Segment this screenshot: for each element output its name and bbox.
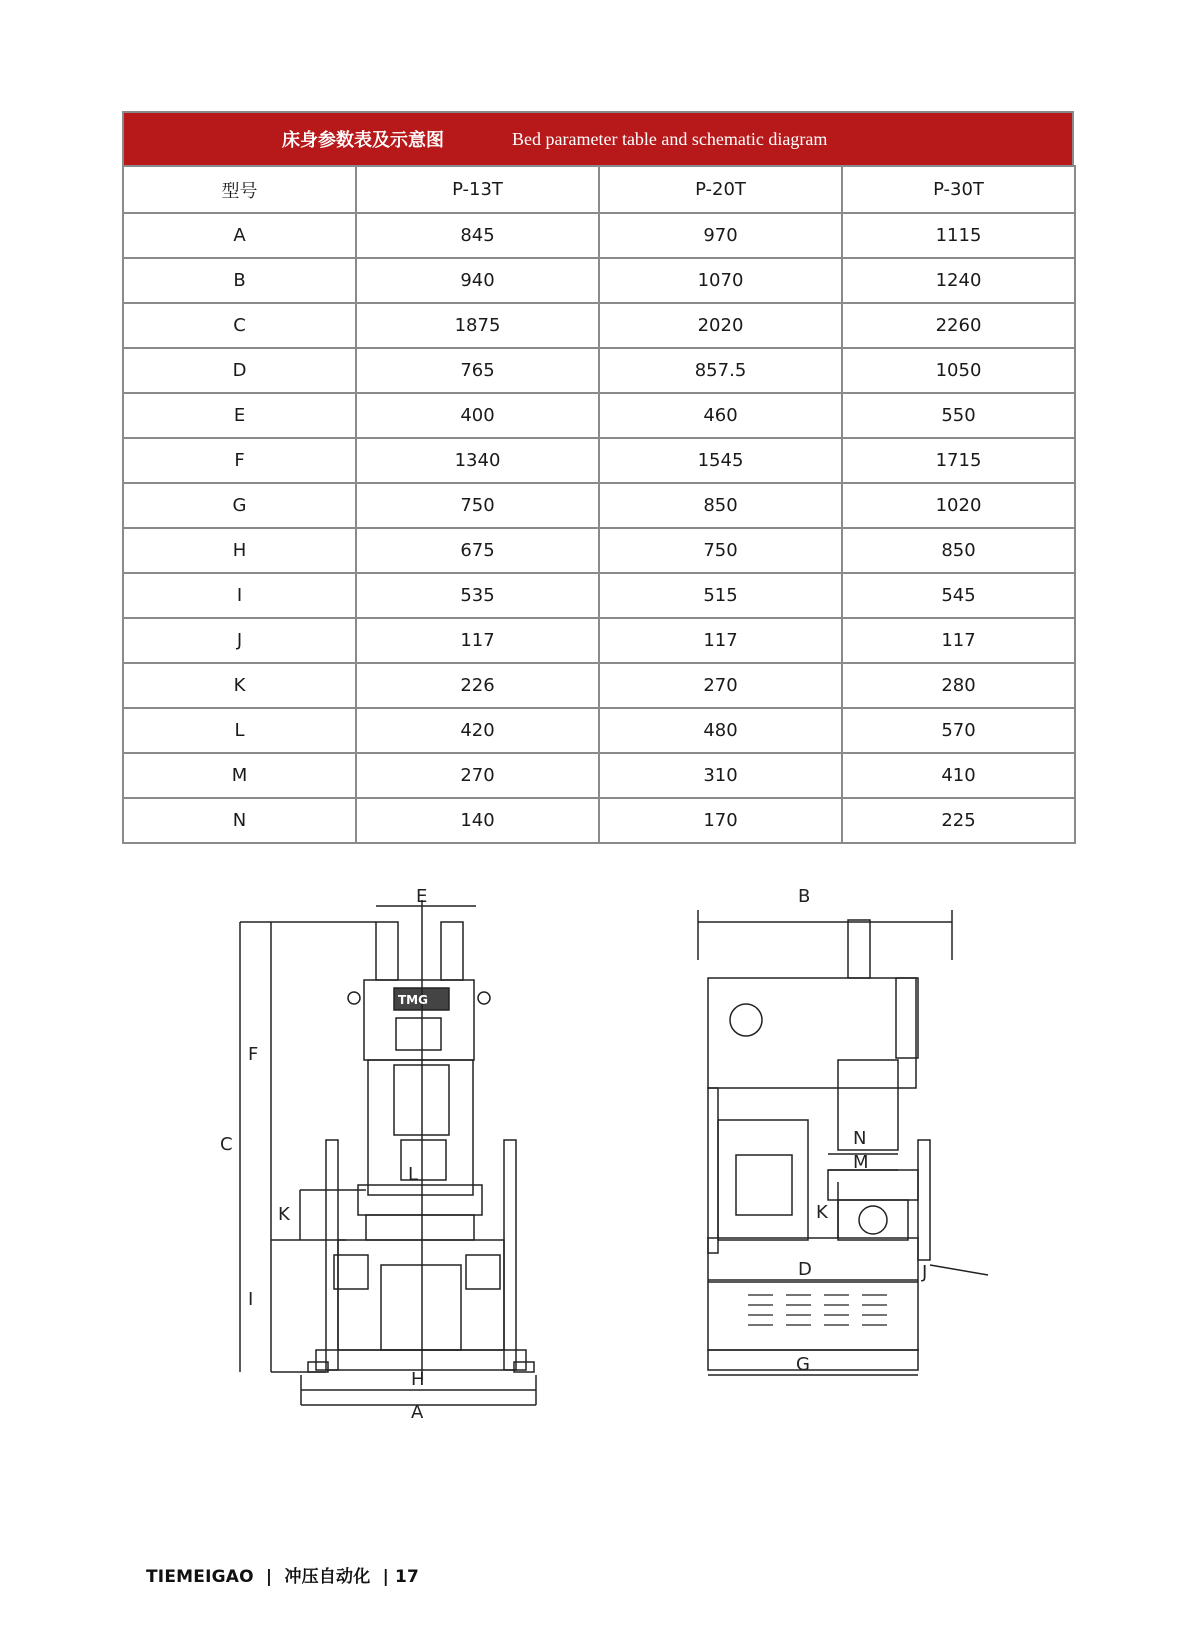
- table-title-bar: [122, 111, 1074, 165]
- table-row: [123, 438, 1075, 483]
- value-cell: 1340: [356, 438, 599, 483]
- footer-separator: |: [265, 1567, 273, 1587]
- value-cell: 857.5: [599, 348, 842, 393]
- parameter-table: [122, 111, 1074, 844]
- value-cell: 765: [356, 348, 599, 393]
- header-cell-p13t: P-13T: [356, 166, 599, 213]
- value-cell: 225: [842, 798, 1075, 843]
- table-row: [123, 393, 1075, 438]
- value-cell: 570: [842, 708, 1075, 753]
- row-label-cell: L: [123, 708, 356, 753]
- value-cell: 420: [356, 708, 599, 753]
- value-cell: 750: [356, 483, 599, 528]
- value-cell: 1715: [842, 438, 1075, 483]
- value-cell: 850: [842, 528, 1075, 573]
- value-cell: 226: [356, 663, 599, 708]
- value-cell: 1115: [842, 213, 1075, 258]
- value-cell: 1875: [356, 303, 599, 348]
- row-label-cell: E: [123, 393, 356, 438]
- header-cell-p20t: P-20T: [599, 166, 842, 213]
- dim-label-f: F: [248, 1044, 259, 1065]
- row-label-cell: D: [123, 348, 356, 393]
- dim-label-c: C: [220, 1134, 233, 1155]
- value-cell: 1050: [842, 348, 1075, 393]
- value-cell: 117: [842, 618, 1075, 663]
- row-label-cell: C: [123, 303, 356, 348]
- value-cell: 850: [599, 483, 842, 528]
- dim-label-g: G: [796, 1354, 810, 1375]
- value-cell: 940: [356, 258, 599, 303]
- value-cell: 170: [599, 798, 842, 843]
- value-cell: 460: [599, 393, 842, 438]
- value-cell: 1545: [599, 438, 842, 483]
- front-view-diagram: [220, 886, 556, 1444]
- table-row: [123, 798, 1075, 843]
- value-cell: 480: [599, 708, 842, 753]
- dim-label-a: A: [411, 1402, 424, 1423]
- value-cell: 2020: [599, 303, 842, 348]
- table-row: [123, 753, 1075, 798]
- table-row: [123, 213, 1075, 258]
- value-cell: 1020: [842, 483, 1075, 528]
- value-cell: 545: [842, 573, 1075, 618]
- value-cell: 2260: [842, 303, 1075, 348]
- value-cell: 1240: [842, 258, 1075, 303]
- dim-label-h: H: [411, 1369, 425, 1390]
- row-label-cell: H: [123, 528, 356, 573]
- row-label-cell: J: [123, 618, 356, 663]
- value-cell: 750: [599, 528, 842, 573]
- table-header-row: [123, 166, 1075, 213]
- value-cell: 535: [356, 573, 599, 618]
- page-footer: [146, 1562, 425, 1587]
- table-row: [123, 303, 1075, 348]
- parameter-grid: [122, 165, 1076, 844]
- header-cell-model: 型号: [123, 166, 356, 213]
- dim-label-n: N: [853, 1128, 867, 1149]
- value-cell: 970: [599, 213, 842, 258]
- footer-page-number: 17: [394, 1567, 420, 1587]
- machine-logo: TMG: [398, 993, 428, 1007]
- dim-label-e: E: [416, 886, 428, 907]
- table-row: [123, 348, 1075, 393]
- row-label-cell: G: [123, 483, 356, 528]
- table-row: [123, 573, 1075, 618]
- row-label-cell: I: [123, 573, 356, 618]
- header-cell-p30t: P-30T: [842, 166, 1075, 213]
- table-row: [123, 528, 1075, 573]
- value-cell: 515: [599, 573, 842, 618]
- value-cell: 845: [356, 213, 599, 258]
- value-cell: 117: [356, 618, 599, 663]
- row-label-cell: K: [123, 663, 356, 708]
- dim-label-d: D: [798, 1259, 812, 1280]
- row-label-cell: F: [123, 438, 356, 483]
- table-row: [123, 483, 1075, 528]
- row-label-cell: M: [123, 753, 356, 798]
- footer-separator-2: |: [382, 1567, 389, 1587]
- footer-brand: TIEMEIGAO: [146, 1567, 254, 1587]
- row-label-cell: N: [123, 798, 356, 843]
- value-cell: 675: [356, 528, 599, 573]
- side-view-diagram: [688, 886, 1008, 1424]
- dim-label-k: K: [278, 1204, 290, 1225]
- dim-label-i: I: [248, 1289, 254, 1310]
- value-cell: 280: [842, 663, 1075, 708]
- value-cell: 1070: [599, 258, 842, 303]
- dim-label-b: B: [798, 886, 811, 907]
- value-cell: 550: [842, 393, 1075, 438]
- value-cell: 410: [842, 753, 1075, 798]
- table-row: [123, 618, 1075, 663]
- value-cell: 310: [599, 753, 842, 798]
- row-label-cell: B: [123, 258, 356, 303]
- dim-label-k-side: K: [816, 1202, 828, 1223]
- value-cell: 117: [599, 618, 842, 663]
- dim-label-m: M: [853, 1152, 869, 1173]
- footer-section: 冲压自动化: [284, 1567, 371, 1587]
- table-row: [123, 663, 1075, 708]
- table-row: [123, 708, 1075, 753]
- table-row: [123, 258, 1075, 303]
- value-cell: 140: [356, 798, 599, 843]
- dim-label-l: L: [408, 1164, 419, 1185]
- dim-label-j: J: [922, 1262, 928, 1283]
- value-cell: 270: [356, 753, 599, 798]
- table-title-cn: 床身参数表及示意图: [282, 130, 444, 151]
- value-cell: 270: [599, 663, 842, 708]
- value-cell: 400: [356, 393, 599, 438]
- row-label-cell: A: [123, 213, 356, 258]
- table-title-en: Bed parameter table and schematic diagram: [512, 128, 828, 149]
